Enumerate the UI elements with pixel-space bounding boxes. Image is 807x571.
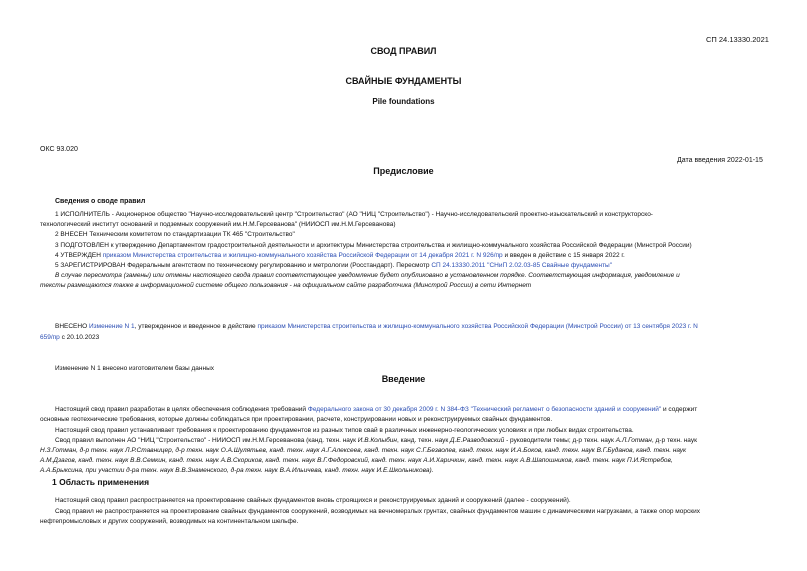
intro-paragraph-2: Настоящий свод правил устанавливает требования к проектированию фундаментов из разных типов свай в различных инженерно-геологических условиях и при любых видах строительства. xyxy=(55,427,634,434)
section-1-paragraph-1: Настоящий свод правил распространяется на проектирование свайных фундаментов вновь строящихся и реконструируемых зданий и сооружений (далее - сооружений). xyxy=(55,497,571,504)
preface-item-3: 3 ПОДГОТОВЛЕН к утверждению Департаментом градостроительной деятельности и архитектуры Министерства строительства и жилищно-коммунального хозяйства Российской Федерации (Минстрой России) xyxy=(55,242,692,249)
intro-paragraph-3-line-4: А.А.Брыксина, при участии д-ра техн. наук В.В.Знаменского, д-ра техн. наук В.А.Ильичева, канд. техн. наук И.Е.Школьникова). xyxy=(40,467,434,474)
preface-item-4 xyxy=(55,251,625,261)
intro-paragraph-3 xyxy=(55,436,697,446)
intro-paragraph-1 xyxy=(55,405,697,415)
notice-line-1: В случае пересмотра (замены) или отмены настоящего свода правил соответствующее уведомление будет опубликовано в установленном порядке. Соответствующая информация, уведомление и xyxy=(55,272,680,279)
document-title: СВАЙНЫЕ ФУНДАМЕНТЫ xyxy=(345,76,462,86)
author-name: И.В.Колыбин xyxy=(357,437,397,444)
preface-item-1: 1 ИСПОЛНИТЕЛЬ - Акционерное общество "Научно-исследовательский центр "Строительство" (АО "НИЦ "Строительство") - Научно-исследовательский проектно-изыскательский и конструкторско- xyxy=(55,211,653,218)
preface-item-5 xyxy=(55,261,612,271)
amendment-prefix: ВНЕСЕНО xyxy=(55,323,89,330)
intro-p1-suffix: и содержит xyxy=(661,406,698,413)
amendment-date: с 20.10.2023 xyxy=(59,334,100,341)
preface-item-1-cont: технологический институт оснований и подземных сооружений им.Н.М.Герсеванова" (НИИОСП им.Н.М.Герсеванова) xyxy=(40,221,396,228)
introduction-date: Дата введения 2022-01-15 xyxy=(677,157,763,164)
document-type-title: СВОД ПРАВИЛ xyxy=(370,46,437,56)
introduction-heading: Введение xyxy=(381,374,426,384)
section-1-paragraph-2: Свод правил не распространяется на проектирование свайных фундаментов сооружений, возводимых на вечномерзлых грунтах, свайных фундаментов машин с динамическими нагрузками, а также опор морских xyxy=(55,508,700,515)
item5-prefix: 5 ЗАРЕГИСТРИРОВАН Федеральным агентством по техническому регулированию и метрологии (Росстандарт). Пересмотр xyxy=(55,262,432,269)
authors-sep: , канд. техн. наук xyxy=(396,437,451,444)
order-link-2023-number[interactable]: 659/пр xyxy=(40,334,60,341)
sp-2011-link[interactable]: СП 24.13330.2011 "СНиП 2.02.03-85 Свайные фундаменты" xyxy=(431,262,613,269)
intro-paragraph-3-line-2: Н.З.Готман, д-р техн. наук Л.Р.Ставницер, д-р техн. наук О.А.Шулятьев, канд. техн. наук А.Г.Алексеев, канд. техн. наук С.Г.Безволев, канд. техн. наук И.А.Боков, канд. техн. наук В.Г.Буданов, канд. техн. наук xyxy=(40,447,687,454)
order-link-2023[interactable]: приказом Министерства строительства и жилищно-коммунального хозяйства Российской Федерации (Минстрой России) от 13 сентября 2023 г. N xyxy=(257,323,698,330)
amendment-note: Изменение N 1 внесено изготовителем базы данных xyxy=(55,365,215,372)
section-1-heading: 1 Область применения xyxy=(52,477,150,487)
classification-code: ОКС 93.020 xyxy=(40,146,78,153)
authors-end: , д-р техн. наук xyxy=(651,437,697,444)
order-link-2021[interactable]: приказом Министерства строительства и жилищно-коммунального хозяйства Российской Федерации от 14 декабря 2021 г. N 926/пр xyxy=(102,252,503,259)
amendment-line-2 xyxy=(40,333,99,343)
amendment-1-link[interactable]: Изменение N 1 xyxy=(88,323,135,330)
intro-paragraph-3-line-3: А.М.Дзагов, канд. техн. наук В.В.Семкин, канд. техн. наук А.В.Скориков, канд. техн. наук В.Г.Федоровский, канд. техн. наук А.И.Харичкин, канд. техн. наук А.В.Шапошников, канд. техн. наук П.И.Ястребов, xyxy=(40,457,673,464)
authors-prefix: Свод правил выполнен АО "НИЦ "Строительство" - НИИОСП им.Н.М.Герсеванова (канд. техн. наук xyxy=(55,437,358,444)
item4-suffix: и введен в действие с 15 января 2022 г. xyxy=(502,252,625,259)
document-title-english: Pile foundations xyxy=(372,97,435,106)
intro-p1-prefix: Настоящий свод правил разработан в целях обеспечения соблюдения требований xyxy=(55,406,308,413)
preface-item-2: 2 ВНЕСЕН Техническим комитетом по стандартизации ТК 465 "Строительство" xyxy=(55,231,295,238)
amendment-line-1 xyxy=(55,322,698,332)
document-code: СП 24.13330.2021 xyxy=(706,35,769,44)
info-heading: Сведения о своде правил xyxy=(55,198,146,205)
notice-line-2: тексты размещаются также в информационной системе общего пользования - на официальном сайте разработчика (Минстрой России) в сети Интернет xyxy=(40,282,532,289)
intro-paragraph-1-cont: основные геотехнические требования, которые должны соблюдаться при проектировании, расчете, конструировании новых и реконструируемых свайных фундаментов. xyxy=(40,416,553,423)
preface-heading: Предисловие xyxy=(373,166,434,176)
amendment-mid: , утвержденное и введенное в действие xyxy=(134,323,258,330)
authors-role: - руководители темы; д-р техн. наук xyxy=(504,437,616,444)
author-name: Д.Е.Разводовский xyxy=(450,437,505,444)
section-1-paragraph-2-cont: нефтепромысловых и других сооружений, возводимых на континентальном шельфе. xyxy=(40,518,299,525)
author-name: А.Л.Готман xyxy=(615,437,652,444)
federal-law-link[interactable]: Федерального закона от 30 декабря 2009 г. N 384-ФЗ "Технический регламент о безопасности зданий и сооружений" xyxy=(307,406,662,413)
item4-prefix: 4 УТВЕРЖДЕН xyxy=(55,252,103,259)
